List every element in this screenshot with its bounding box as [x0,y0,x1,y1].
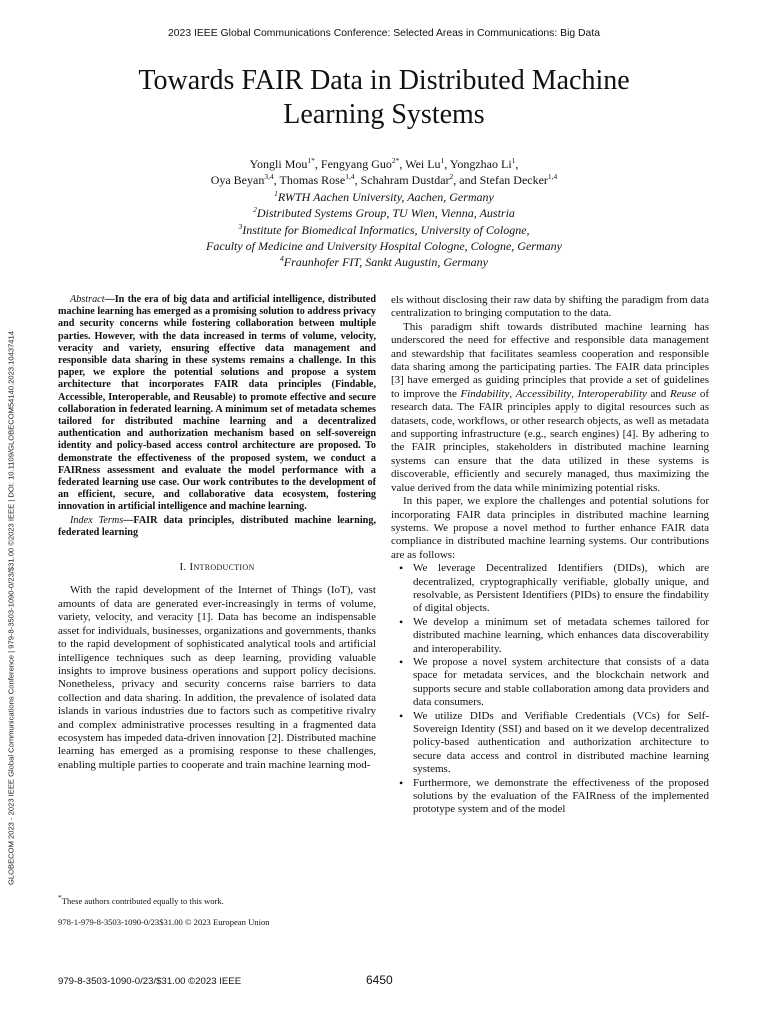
list-item: • Furthermore, we demonstrate the effectiveness of the proposed solutions by the evaluation of the FAIRness of the implemented prototype system and of the model [413,777,709,817]
section-heading: I. Introduction [179,561,255,574]
affiliation: $^3$Institute for Biomedical Informatics, University of Cologne, [238,221,530,237]
doi-side-text: GLOBECOM 2023 - 2023 IEEE Global Communications Conference | 979-8-3503-1090-0/23/$31.00 ©2023 IEEE | DOI: 10.1109/GLOBECOM54140.2023.10437414 [6,331,16,885]
author-name: Schahram Dustdar [360,173,450,188]
affiliation: $^1$RWTH Aachen University, Aachen, Germany [274,188,494,204]
contributions-list [391,562,709,817]
paper-title [84,64,684,132]
footnote-text: These authors contributed equally to this work. [61,896,224,906]
author-block [84,156,684,271]
author-sup: 1,4 [547,172,558,182]
list-item: • We utilize DIDs and Verifiable Credentials (VCs) for Self-Sovereign Identity (SSI) and based on it we develop decentralized policy-based authentication and authorization architecture to secure data access and control in distributed machine learning systems. [413,710,709,777]
title-line-1: Towards FAIR Data in Distributed Machine [138,65,630,96]
index-terms-lead: Index Terms [70,514,124,526]
copyright-line: 978-1-979-8-3503-1090-0/23$31.00 © 2023 European Union [58,917,270,927]
section-title: Introduction [189,561,255,574]
body-paragraph: In this paper, we explore the challenges and potential solutions for incorporating FAIR data principles in distributed machine learning systems. We propose a novel method to further enhance FAIR data compliance in distributed machine learning systems. Our contributions are as follows: [391,495,709,561]
author-sup: 3,4 [264,172,274,182]
list-item: • We propose a novel system architecture that consists of a data space for metadata services, and the blockchain network and supports secure and stable collaboration among data providers and data consumers. [413,656,709,710]
author-name: Wei Lu [405,157,441,171]
author-name: Oya Beyan [210,173,265,188]
author-sup: 2* [391,156,400,165]
author-name: Yongli Mou [249,157,308,171]
body-paragraph: This paradigm shift towards distributed machine learning has underscored the need for effective and responsible data management and stewardship that facilitates seamless cooperation and responsible data sharing among the participating parties. The FAIR data principles [3] have emerged as guiding principles that provide a set of guidelines to improve the Findability, Accessibility, Interoperability and Reuse of research data. The FAIR principles apply to digital resources such as datasets, code, workflows, or other research objects, as well as metadata and supporting infrastructure (e.g., search engines) [4]. By adhering to the FAIR principles, stakeholders in distributed machine learning systems can ensure that the data utilized in these systems is discoverable, efficiently and securely managed, thus maximizing the value derived from the data while minimizing potential risks. [391,320,710,494]
index-terms [58,515,376,539]
abstract-lead: Abstract [70,294,105,305]
right-column [391,294,709,817]
author-line-1: Yongli Mou$^{1*}$, Fengyang Guo$^{2*}$, Wei Lu$^1$, Yongzhao Li$^1$, [249,156,519,171]
index-terms-text: —FAIR data principles, distributed machine learning, federated learning [58,514,376,538]
affiliation: Faculty of Medicine and University Hospital Cologne, Cologne, Germany [206,239,562,254]
author-name: and Stefan Decker [459,173,548,188]
author-sup: 1 [440,156,445,165]
list-item: • We leverage Decentralized Identifiers (DIDs), which are decentralized, cryptographically verifiable, globally unique, and resolvable, as Persistent Identifiers (PIDs) to ensure the findability of digital objects. [413,562,709,616]
doi-side-strip [2,268,20,948]
author-name: Thomas Rose [279,173,346,188]
left-column [58,294,376,772]
title-line-2: Learning Systems [283,99,485,130]
footer-isbn: 979-8-3503-1090-0/23/$31.00 ©2023 IEEE [58,976,242,987]
author-name: Yongzhao Li [449,157,512,171]
body-paragraph: With the rapid development of the Internet of Things (IoT), vast amounts of data are generated ever-increasingly in terms of volume, variety, velocity, and veracity [1]. Data has become an indispensable asset for individuals, businesses, organizations and governments, thanks to the rapid development of sophisticated analytical tools and artificial intelligence techniques such as deep learning, providing valuable insights to improve business operations and support policy decisions. Nonetheless, privacy and security concerns raise barriers to data collection and data sharing. In addition, the prevalence of isolated data islands in various industries due to factors such as competitive rivalry and complex administrative processes resulting in a fragmented data ecosystem has impeded data-driven innovation [2]. Distributed machine learning has emerged as a promising response to these challenges, enabling multiple parties to cooperate and train machine learning mod- [58,584,376,771]
page-number: 6450 [366,973,393,987]
affiliation: $^2$Distributed Systems Group, TU Wien, Vienna, Austria [253,205,515,221]
footnote-marker: * [58,893,62,903]
author-line-2: Oya Beyan$^{3,4}$, Thomas Rose$^{1,4}$, Schahram Dustdar$^2$, and Stefan Decker$^{1,4}$ [210,172,558,188]
list-item: • We develop a minimum set of metadata schemes tailored for distributed machine learning, which enhances data discoverability and interoperability. [413,616,709,656]
conference-header: 2023 IEEE Global Communications Conference: Selected Areas in Communications: Big Data [167,28,600,39]
affiliation: $^4$Fraunhofer FIT, Sankt Augustin, Germany [280,254,488,270]
author-name: Fengyang Guo [320,157,392,171]
footnote [58,893,376,907]
author-sup: 1,4 [345,172,355,182]
abstract-text: —In the era of big data and artificial intelligence, distributed machine learning has emerged as a promising solution to address privacy and security concerns while fostering collaboration between multiple parties. However, with the data increased in terms of volume, velocity, veracity and variety, ensuring effective data management and responsible data sharing in these systems remains a challenge. In this paper, we explore the potential solutions and propose a system architecture that incorporates FAIR data principles (Findable, Accessible, Interoperable, and Reusable) to promote effective and secure collaboration in federated learning. A minimum set of metadata schemes tailored for distributed machine learning and a decentralized authentication and authorization mechanism based on self-sovereign identity and policy-based access control architecture are proposed. To demonstrate the effectiveness of the proposed system, we conduct a FAIRness assessment and evaluate the model performance with a federated learning use case. Our work contributes to the development of an efficient, secure, and collaborative data ecosystem, fostering innovation in artificial intelligence and machine learning. [58,294,376,513]
author-sup: 1* [307,156,315,165]
author-sup: 1 [511,156,516,165]
abstract [58,294,376,514]
author-sup: 2 [449,172,454,182]
body-paragraph: els without disclosing their raw data by shifting the paradigm from data centralization to bringing computation to the data. [391,294,709,320]
